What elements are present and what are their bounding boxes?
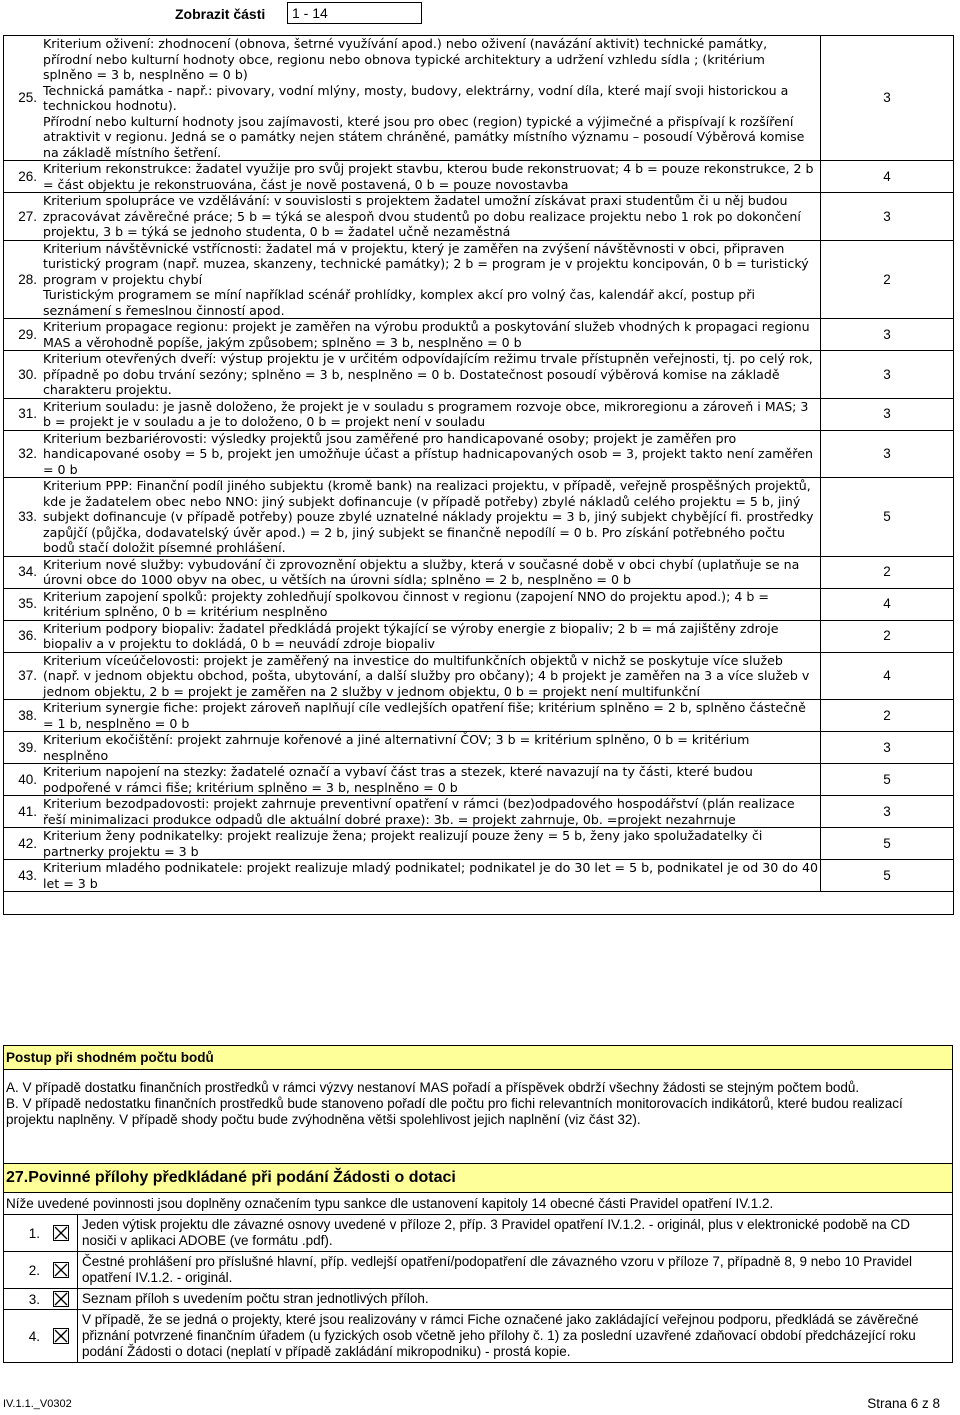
attachments-list	[4, 1215, 952, 1362]
criterion-text: Kriterium nové služby: vybudování či zprovoznění objektu a služby, která v současné době v obci chybí (uplatňuje se na úrovni obce do 1000 obyv na obec, u větších na úrovni sídla; splněno = 2 b, nesplněno = 0 b	[39, 556, 821, 588]
criterion-text: Kriterium souladu: je jasně doloženo, že projekt je v souladu s programem rozvoje obce, mikroregionu a zároveň i MAS; 3 b = projekt je v souladu a je to doloženo, 0 b = projekt není v souladu	[39, 398, 821, 430]
attachment-number: 1.	[28, 1225, 40, 1241]
criterion-text: Kriterium otevřených dveří: výstup projektu je v určitém odpovídajícím režimu trvale přístupněn veřejnosti, tj. po celý rok, případně po dobu trvání sezóny; splněno = 3 b, nesplněno = 0 b. Dostatečnost posoudí výběrová komise na základě charakteru projektu.	[39, 351, 821, 399]
criterion-row	[4, 700, 954, 732]
criterion-row	[4, 36, 954, 161]
criterion-points: 2	[821, 240, 954, 319]
attachment-text: Seznam příloh s uvedením počtu stran jednotlivých příloh.	[77, 1289, 952, 1309]
criterion-points: 5	[821, 764, 954, 796]
attachment-text: Jeden výtisk projektu dle závazné osnovy uvedené v příloze 2, příp. 3 Pravidel opatření IV.1.2. - originál, plus v elektronické podobě na CD nosiči v aplikaci ADOBE (ve formátu .pdf).	[77, 1215, 952, 1251]
criterion-points: 5	[821, 478, 954, 557]
criterion-number: 41.	[4, 796, 40, 828]
criterion-points: 2	[821, 556, 954, 588]
postup-box	[3, 1045, 953, 1179]
criterion-number: 33.	[4, 478, 40, 557]
attachment-row	[4, 1215, 952, 1252]
criterion-points: 3	[821, 398, 954, 430]
criterion-points: 3	[821, 796, 954, 828]
criterion-number: 37.	[4, 652, 40, 700]
zobrazit-label: Zobrazit části	[175, 6, 266, 22]
criterion-number: 42.	[4, 828, 40, 860]
checkbox-checked-icon[interactable]	[44, 1225, 77, 1241]
attachment-row	[4, 1289, 952, 1310]
postup-body	[4, 1070, 952, 1178]
footer-page: Strana 6 z 8	[867, 1396, 940, 1411]
criterion-number: 26.	[4, 161, 40, 193]
criterion-number: 27.	[4, 193, 40, 241]
criterion-text: Kriterium synergie fiche: projekt zároveň naplňují cíle vedlejších opatření fiše; kritérium splněno = 2 b, splněno částečně = 1 b, nesplněno = 0 b	[39, 700, 821, 732]
attachment-text: Čestné prohlášení pro příslušné hlavní, příp. vedlejší opatření/podopatření dle závazného vzoru v příloze 7, případně 8, 9 nebo 10 Pravidel opatření IV.1.2. - originál.	[77, 1252, 952, 1288]
criterion-text: Kriterium spolupráce ve vzdělávání: v souvislosti s projektem žadatel umožní získávat praxi studentům či u něj budou zpracovávat závěrečné práce; 5 b = týká se alespoň dvou studentů po dobu realizace projektu nebo 1 rok po dokončení projektu, 3 b = týká se jednoho studenta, 0 b = žadatel učně nezaměstná	[39, 193, 821, 241]
criterion-points: 2	[821, 700, 954, 732]
criterion-text: Kriterium rekonstrukce: žadatel využije pro svůj projekt stavbu, kterou bude rekonstruovat; 4 b = pouze rekonstrukce, 2 b = část objektu je rekonstruována, část je nově postavená, 0 b = pouze novostavba	[39, 161, 821, 193]
criterion-points: 5	[821, 828, 954, 860]
criteria-spacer-row	[4, 892, 954, 915]
attachment-number: 3.	[28, 1291, 40, 1307]
top-bar	[0, 0, 960, 30]
criterion-text: Kriterium zapojení spolků: projekty zohledňují spolkovou činnost v regionu (zapojení NNO do projektu apod.); 4 b = kritérium splněno, 0 b = kritérium nesplněno	[39, 588, 821, 620]
criterion-text: Kriterium propagace regionu: projekt je zaměřen na výrobu produktů a poskytování služeb vhodných k propagaci regionu MAS a věrohodně popíše, jakým způsobem; splněno = 3 b, nesplněno = 0 b	[39, 319, 821, 351]
criterion-number: 36.	[4, 620, 40, 652]
criterion-points: 4	[821, 588, 954, 620]
criterion-row	[4, 193, 954, 241]
criterion-points: 3	[821, 193, 954, 241]
criterion-number: 28.	[4, 240, 40, 319]
attachments-section	[3, 1163, 953, 1363]
criterion-number: 38.	[4, 700, 40, 732]
criterion-row	[4, 240, 954, 319]
criterion-row	[4, 620, 954, 652]
attachment-text: V případě, že se jedná o projekty, které jsou realizovány v rámci Fiche označené jako zakládající veřejnou podporu, předkládá se závěrečné přiznání potvrzené finančním úřadem (u fyzických osob včetně jeho přílohy č. 1) za poslední uzavřené zdaňovací období předcházející roku podání Žádosti o dotaci (neplatí v případě zakládání mikropodniku) - prostá kopie.	[77, 1310, 952, 1362]
criterion-number: 34.	[4, 556, 40, 588]
footer-code: IV.1.1._V0302	[3, 1398, 72, 1410]
attachment-number: 2.	[28, 1262, 40, 1278]
criterion-row	[4, 319, 954, 351]
criterion-row	[4, 588, 954, 620]
criterion-row	[4, 161, 954, 193]
criterion-number: 35.	[4, 588, 40, 620]
criteria-table	[3, 35, 954, 915]
criterion-text: Kriterium víceúčelovosti: projekt je zaměřený na investice do multifunkčních objektů v nichž se poskytuje více služeb (např. v jednom objektu obchod, pošta, ubytování, a další služby pro občany); 4 b projekt je zaměřen na 3 a více služeb v jednom objektu, 2 b = projekt je zaměřen na 2 služby v jednom objektu, 0 b = projekt není multifunkční	[39, 652, 821, 700]
criterion-number: 25.	[4, 36, 40, 161]
criteria-spacer	[4, 892, 954, 915]
criterion-row	[4, 828, 954, 860]
checkbox-checked-icon[interactable]	[44, 1262, 77, 1278]
attachment-row	[4, 1310, 952, 1362]
attachments-intro: Níže uvedené povinnosti jsou doplněny označením typu sankce dle ustanovení kapitoly 14 obecné části Pravidel opatření IV.1.2.	[4, 1193, 952, 1215]
criterion-text: Kriterium napojení na stezky: žadatelé označí a vybaví část tras a stezek, které navazují na ty části, které budou podpořené v rámci fiše; kritérium splněno = 3 b, nesplněno = 0 b	[39, 764, 821, 796]
criterion-text: Kriterium bezodpadovosti: projekt zahrnuje preventivní opatření v rámci (bez)odpadového hospodářství (plán realizace řeší minimalizaci produkce odpadů dle aktuální dobré praxe): 3b. = projekt zahrnuje, 0b. =projekt nezahrnuje	[39, 796, 821, 828]
criterion-points: 3	[821, 351, 954, 399]
attachments-title: 27.Povinné přílohy předkládané při podání Žádosti o dotaci	[4, 1164, 952, 1193]
criterion-row	[4, 398, 954, 430]
criterion-number: 30.	[4, 351, 40, 399]
criterion-text: Kriterium ekočištění: projekt zahrnuje kořenové a jiné alternativní ČOV; 3 b = kritérium splněno, 0 b = kritérium nesplněno	[39, 732, 821, 764]
criterion-number: 31.	[4, 398, 40, 430]
criterion-text: Kriterium bezbariérovosti: výsledky projektů jsou zaměřené pro handicapované osoby; projekt je zaměřen pro handicapované osoby = 5 b, projekt jen umožňuje účast a přístup hadnicapovaných osob = 3, projekt takto není zaměřen = 0 b	[39, 430, 821, 478]
criterion-number: 43.	[4, 860, 40, 892]
criterion-points: 5	[821, 860, 954, 892]
criterion-row	[4, 478, 954, 557]
criterion-row	[4, 351, 954, 399]
checkbox-checked-icon[interactable]	[44, 1328, 77, 1344]
postup-title: Postup při shodném počtu bodů	[4, 1046, 952, 1070]
attachment-number: 4.	[28, 1328, 40, 1344]
criterion-text: Kriterium mladého podnikatele: projekt realizuje mladý podnikatel; podnikatel je do 30 let = 5 b, podnikatel je od 30 do 40 let = 3 b	[39, 860, 821, 892]
postup-line-b: B. V případě nedostatku finančních prostředků bude stanoveno pořadí dle počtu pro fichi relevantních monitorovacích indikátorů, které budou realizací projektu naplněny. V případě shody počtu bude zvýhodněna větši spolehlivost jejich naplnění (viz část 32).	[6, 1096, 903, 1127]
criterion-number: 29.	[4, 319, 40, 351]
criterion-row	[4, 652, 954, 700]
criterion-points: 3	[821, 319, 954, 351]
criterion-points: 4	[821, 161, 954, 193]
criterion-text: Kriterium ženy podnikatelky: projekt realizuje žena; projekt realizují pouze ženy = 5 b, ženy jako spolužadatelky či partnerky projektu = 3 b	[39, 828, 821, 860]
criterion-row	[4, 860, 954, 892]
criterion-row	[4, 764, 954, 796]
criterion-text: Kriterium podpory biopaliv: žadatel předkládá projekt týkající se výroby energie z biopaliv; 2 b = má zajištěny zdroje biopaliv a v projektu to dokládá, 0 b = neuvádí zdroje biopaliv	[39, 620, 821, 652]
criterion-text: Kriterium PPP: Finanční podíl jiného subjektu (kromě bank) na realizaci projektu, v případě, veřejně prospěšných projektů, kde je žadatelem obec nebo NNO: jiný subjekt dofinancuje (v případě potřeby) zbylé nákladů celého projektu = 5 b, jiný subjekt dofinancuje (v případě potřeby) pouze zbylé uznatelné náklady projektu = 3 b, jiný subjekt chybějící fi. prostředky zapůjčí (půjčka, dodavatelský úvěr apod.) = 2 b, jiný subjekt se finančně nepodílí = 0 b. Pro získání potřebného počtu bodů stačí doložit písemné prohlášení.	[39, 478, 821, 557]
criterion-points: 3	[821, 430, 954, 478]
criterion-text: Kriterium oživení: zhodnocení (obnova, šetrné využívání apod.) nebo oživení (navázání aktivit) technické památky, přírodní nebo kulturní hodnoty obce, regionu nebo obnova typické architektury a udržení vzhledu sídla ; (kritérium splněno = 3 b, nesplněno = 0 b) Technická památka - např.: pivovary, vodní mlýny, mosty, budovy, elektrárny, vodní díla, které mají svoji historickou a technickou hodnotu). Přírodní nebo kulturní hodnoty jsou zajímavosti, které jsou pro obec (region) typické a výjimečné a přispívají k rozšíření atraktivit v regionu. Jedná se o památky nejen státem chráněné, památky místního významu – posoudí Výběrová komise na základě místního šetření.	[39, 36, 821, 161]
criterion-row	[4, 796, 954, 828]
criterion-text: Kriterium návštěvnické vstřícnosti: žadatel má v projektu, který je zaměřen na zvýšení návštěvnosti v obci, připraven turistický program (např. muzea, skanzeny, technické památky); 2 b = program je v projektu koncipován, 0 b = turistický program v projektu chybí Turistickým programem se míní například scénář prohlídky, komplex akcí pro volný čas, kalendář akcí, postup při seznámení s řemeslnou činností apod.	[39, 240, 821, 319]
criterion-row	[4, 430, 954, 478]
checkbox-checked-icon[interactable]	[44, 1291, 77, 1307]
criterion-row	[4, 556, 954, 588]
zobrazit-input[interactable]: 1 - 14	[287, 2, 422, 24]
attachment-row	[4, 1252, 952, 1289]
criterion-number: 39.	[4, 732, 40, 764]
criterion-points: 3	[821, 36, 954, 161]
postup-line-a: A. V případě dostatku finančních prostředků v rámci výzvy nestanoví MAS pořadí a příspěvek obdrží všechny žádosti se stejným počtem bodů.	[6, 1080, 860, 1095]
criterion-points: 2	[821, 620, 954, 652]
criterion-points: 3	[821, 732, 954, 764]
criterion-row	[4, 732, 954, 764]
criterion-number: 40.	[4, 764, 40, 796]
criterion-number: 32.	[4, 430, 40, 478]
criterion-points: 4	[821, 652, 954, 700]
